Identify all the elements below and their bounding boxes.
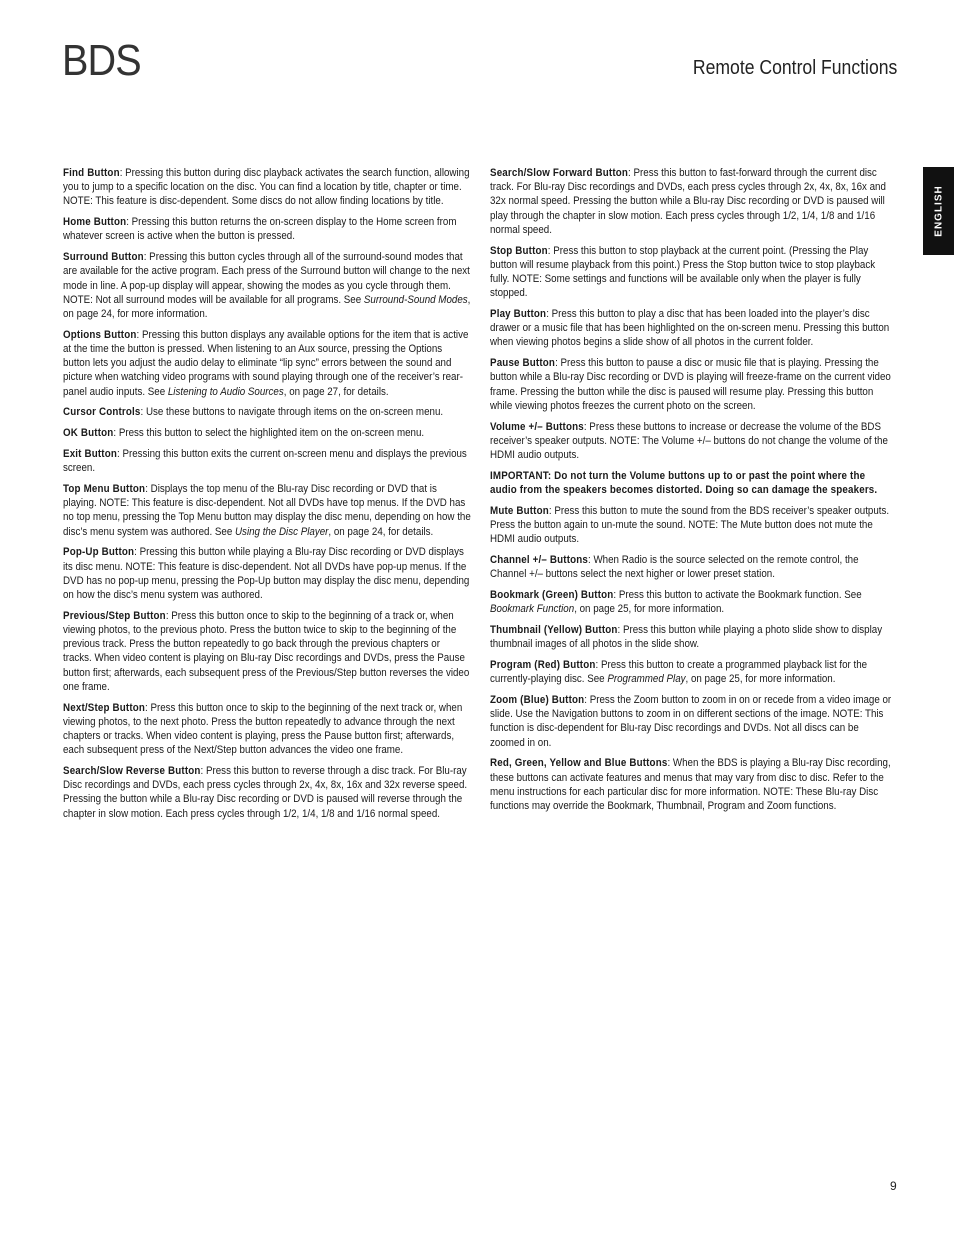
entry-options-button: Options Button: Pressing this button displays any available options for the item that is active at the time the button is pressed. When listening to an Aux source, pressing the Options button lets you adjust the audio delay to eliminate “lip sync” errors between the sound and picture when watching video programs with sound playing through one of the receiver’s rear-panel audio inputs. See Listening to Audio Sources, on page 27, for details. [63, 328, 469, 398]
entry-play-button: Play Button: Press this button to play a disc that has been loaded into the player’s disc drawer or a music file that has been highlighted on the on-screen menu. Pressing this button when viewing photos begins a slide show of all photos in the current folder. [490, 308, 890, 349]
cross-reference: Using the Disc Player [234, 525, 329, 538]
left-column [63, 166, 535, 827]
entry-exit-button: Exit Button: Pressing this button exits the current on-screen menu and displays the previous screen. [63, 448, 467, 475]
entry-home-button: Home Button: Pressing this button returns the on-screen display to the Home screen from whatever screen is active when the button is pressed. [63, 216, 457, 243]
entry-volume-buttons: Volume +/– Buttons: Press these buttons to increase or decrease the volume of the BDS receiver’s speaker outputs. NOTE: The Volume +/– buttons do not change the volume of the HDMI audio outputs. [490, 420, 888, 462]
section-title: Remote Control Functions [692, 57, 897, 79]
right-column [490, 166, 954, 820]
entry-thumbnail-yellow-button: Thumbnail (Yellow) Button: Press this button while playing a photo slide show to display thumbnail images of all photos in the slide show. [490, 624, 883, 651]
entry-surround-button: Surround Button: Pressing this button cycles through all of the surround-sound modes that are available for the active program. Each press of the Surround button will change to the next mode in line. A pop-up display will appear, showing the modes as you cycle through them. NOTE: Not all surround modes will be available for all programs. See Surround-Sound Modes, on page 24, for more information. [63, 251, 471, 321]
entry-pop-up-button: Pop-Up Button: Pressing this button while playing a Blu-ray Disc recording or DVD displays its disc menu. NOTE: This feature is disc-dependent. Not all DVDs have pop-up menus. If the DVD has no pop-up menu, pressing the Pop-Up button may display the disc menu, depending on how the disc’s menu system was authored. [63, 546, 470, 602]
cross-reference: Listening to Audio Sources [167, 385, 284, 398]
entry-color-buttons: Red, Green, Yellow and Blue Buttons: When the BDS is playing a Blu-ray Disc recording, these buttons can activate features and menus that may vary from disc to disc. Refer to the menu instructions for each particular disc for more information. NOTE: These Blu-ray Disc functions may override the Bookmark, Thumbnail, Program and Zoom functions. [490, 757, 891, 813]
brand-logo: BDS [62, 36, 141, 85]
entry-find-button: Find Button: Pressing this button during disc playback activates the search function, allowing you to jump to a specific location on the disc. You can find a location by title, chapter or time. NOTE: This feature is disc-dependent. Some discs do not allow finding locations by title. [63, 167, 470, 208]
entry-channel-buttons: Channel +/– Buttons: When Radio is the source selected on the remote control, the Channel +/– buttons select the next higher or lower preset station. [490, 554, 859, 581]
entry-stop-button: Stop Button: Press this button to stop playback at the current point. (Pressing the Play button will resume playback from this point.) Press the Stop button twice to stop playback fully. NOTE: Some settings and functions will be available only when the player is fully stopped. [490, 244, 876, 300]
entry-search-slow-forward-button: Search/Slow Forward Button: Press this button to fast-forward through the current disc track. For Blu-ray Disc recordings and DVDs, each press cycles through 2x, 4x, 8x, 16x and 32x normal speed. Pressing the button while a Blu-ray Disc recording or DVD is paused will play through the chapter in slow motion. Each press cycles through 1/2, 1/4, 1/8 and 1/16 normal speed. [490, 167, 886, 236]
cross-reference: Bookmark Function [490, 603, 575, 616]
entry-mute-button: Mute Button: Press this button to mute the sound from the BDS receiver’s speaker outputs. Press the button again to un-mute the sound. NOTE: The Mute button does not mute the HDMI audio outputs. [490, 504, 890, 546]
entry-bookmark-green-button: Bookmark (Green) Button: Press this button to activate the Bookmark function. See Bookmark Function, on page 25, for more information. [490, 589, 862, 616]
entry-top-menu-button: Top Menu Button: Displays the top menu of the Blu-ray Disc recording or DVD that is playing. NOTE: This feature is disc-dependent. Not all DVDs have top menus. If the DVD has no top menu, pressing the Top Menu button may display the disc menu, depending on how the disc’s menu system was authored. See Using the Disc Player, on page 24, for details. [63, 483, 471, 538]
page-number: 9 [890, 1179, 897, 1193]
language-tab-label: ENGLISH [933, 185, 944, 237]
entry-ok-button: OK Button: Press this button to select the highlighted item on the on-screen menu. [63, 427, 425, 440]
entry-next-step-button: Next/Step Button: Press this button once to skip to the beginning of the next track or, when viewing photos, to the next photo. Press the button repeatedly to advance through the next chapters or tracks. When video content is playing, press the Pause button first; afterwards, each subsequent press of the Next/Step button advances the video one frame. [63, 701, 463, 757]
entry-previous-step-button: Previous/Step Button: Press this button once to skip to the beginning of a track or, when viewing photos, to the previous photo. Press the button twice to skip to the beginning of the previous track. Press the button repeatedly to go back through the previous chapters or tracks. When video content is playing on Blu-ray Disc recordings and DVDs, press the Pause button first; afterwards, each subsequent press of the Previous/Step button reverses the video one frame. [63, 609, 470, 693]
entry-zoom-blue-button: Zoom (Blue) Button: Press the Zoom button to zoom in on or recede from a video image or slide. Use the Navigation buttons to zoom in on different sections of the image. NOTE: This function is disc-dependent for Blu-ray Disc recordings and DVDs. Not all discs can be zoomed in on. [490, 694, 892, 749]
important-warning: IMPORTANT: Do not turn the Volume buttons up to or past the point where the audio from the speakers becomes distorted. Doing so can damage the speakers. [490, 469, 878, 497]
entry-pause-button: Pause Button: Press this button to pause a disc or music file that is playing. Pressing the button while a Blu-ray Disc recording or DVD is playing will freeze-frame on the current video frame. Pressing the button while the disc is paused will resume play. Pressing this button while viewing photos freezes the current photo on the screen. [490, 357, 891, 412]
cross-reference: Programmed Play [607, 673, 686, 686]
entry-cursor-controls: Cursor Controls: Use these buttons to navigate through items on the on-screen menu. [63, 406, 444, 419]
entry-search-slow-reverse-button: Search/Slow Reverse Button: Press this button to reverse through a disc track. For Blu-ray Disc recordings and DVDs, each press cycles through 2x, 4x, 8x, 16x and 32x reverse speed. Pressing the button while a Blu-ray Disc recording or DVD is paused will reverse through the chapter in slow motion. Each press cycles through 1/2, 1/4, 1/8 and 1/16 normal speed. [63, 765, 468, 820]
entry-program-red-button: Program (Red) Button: Press this button to create a programmed playback list for the currently-playing disc. See Programmed Play, on page 25, for more information. [490, 659, 868, 686]
cross-reference: Surround-Sound Modes [363, 293, 468, 306]
